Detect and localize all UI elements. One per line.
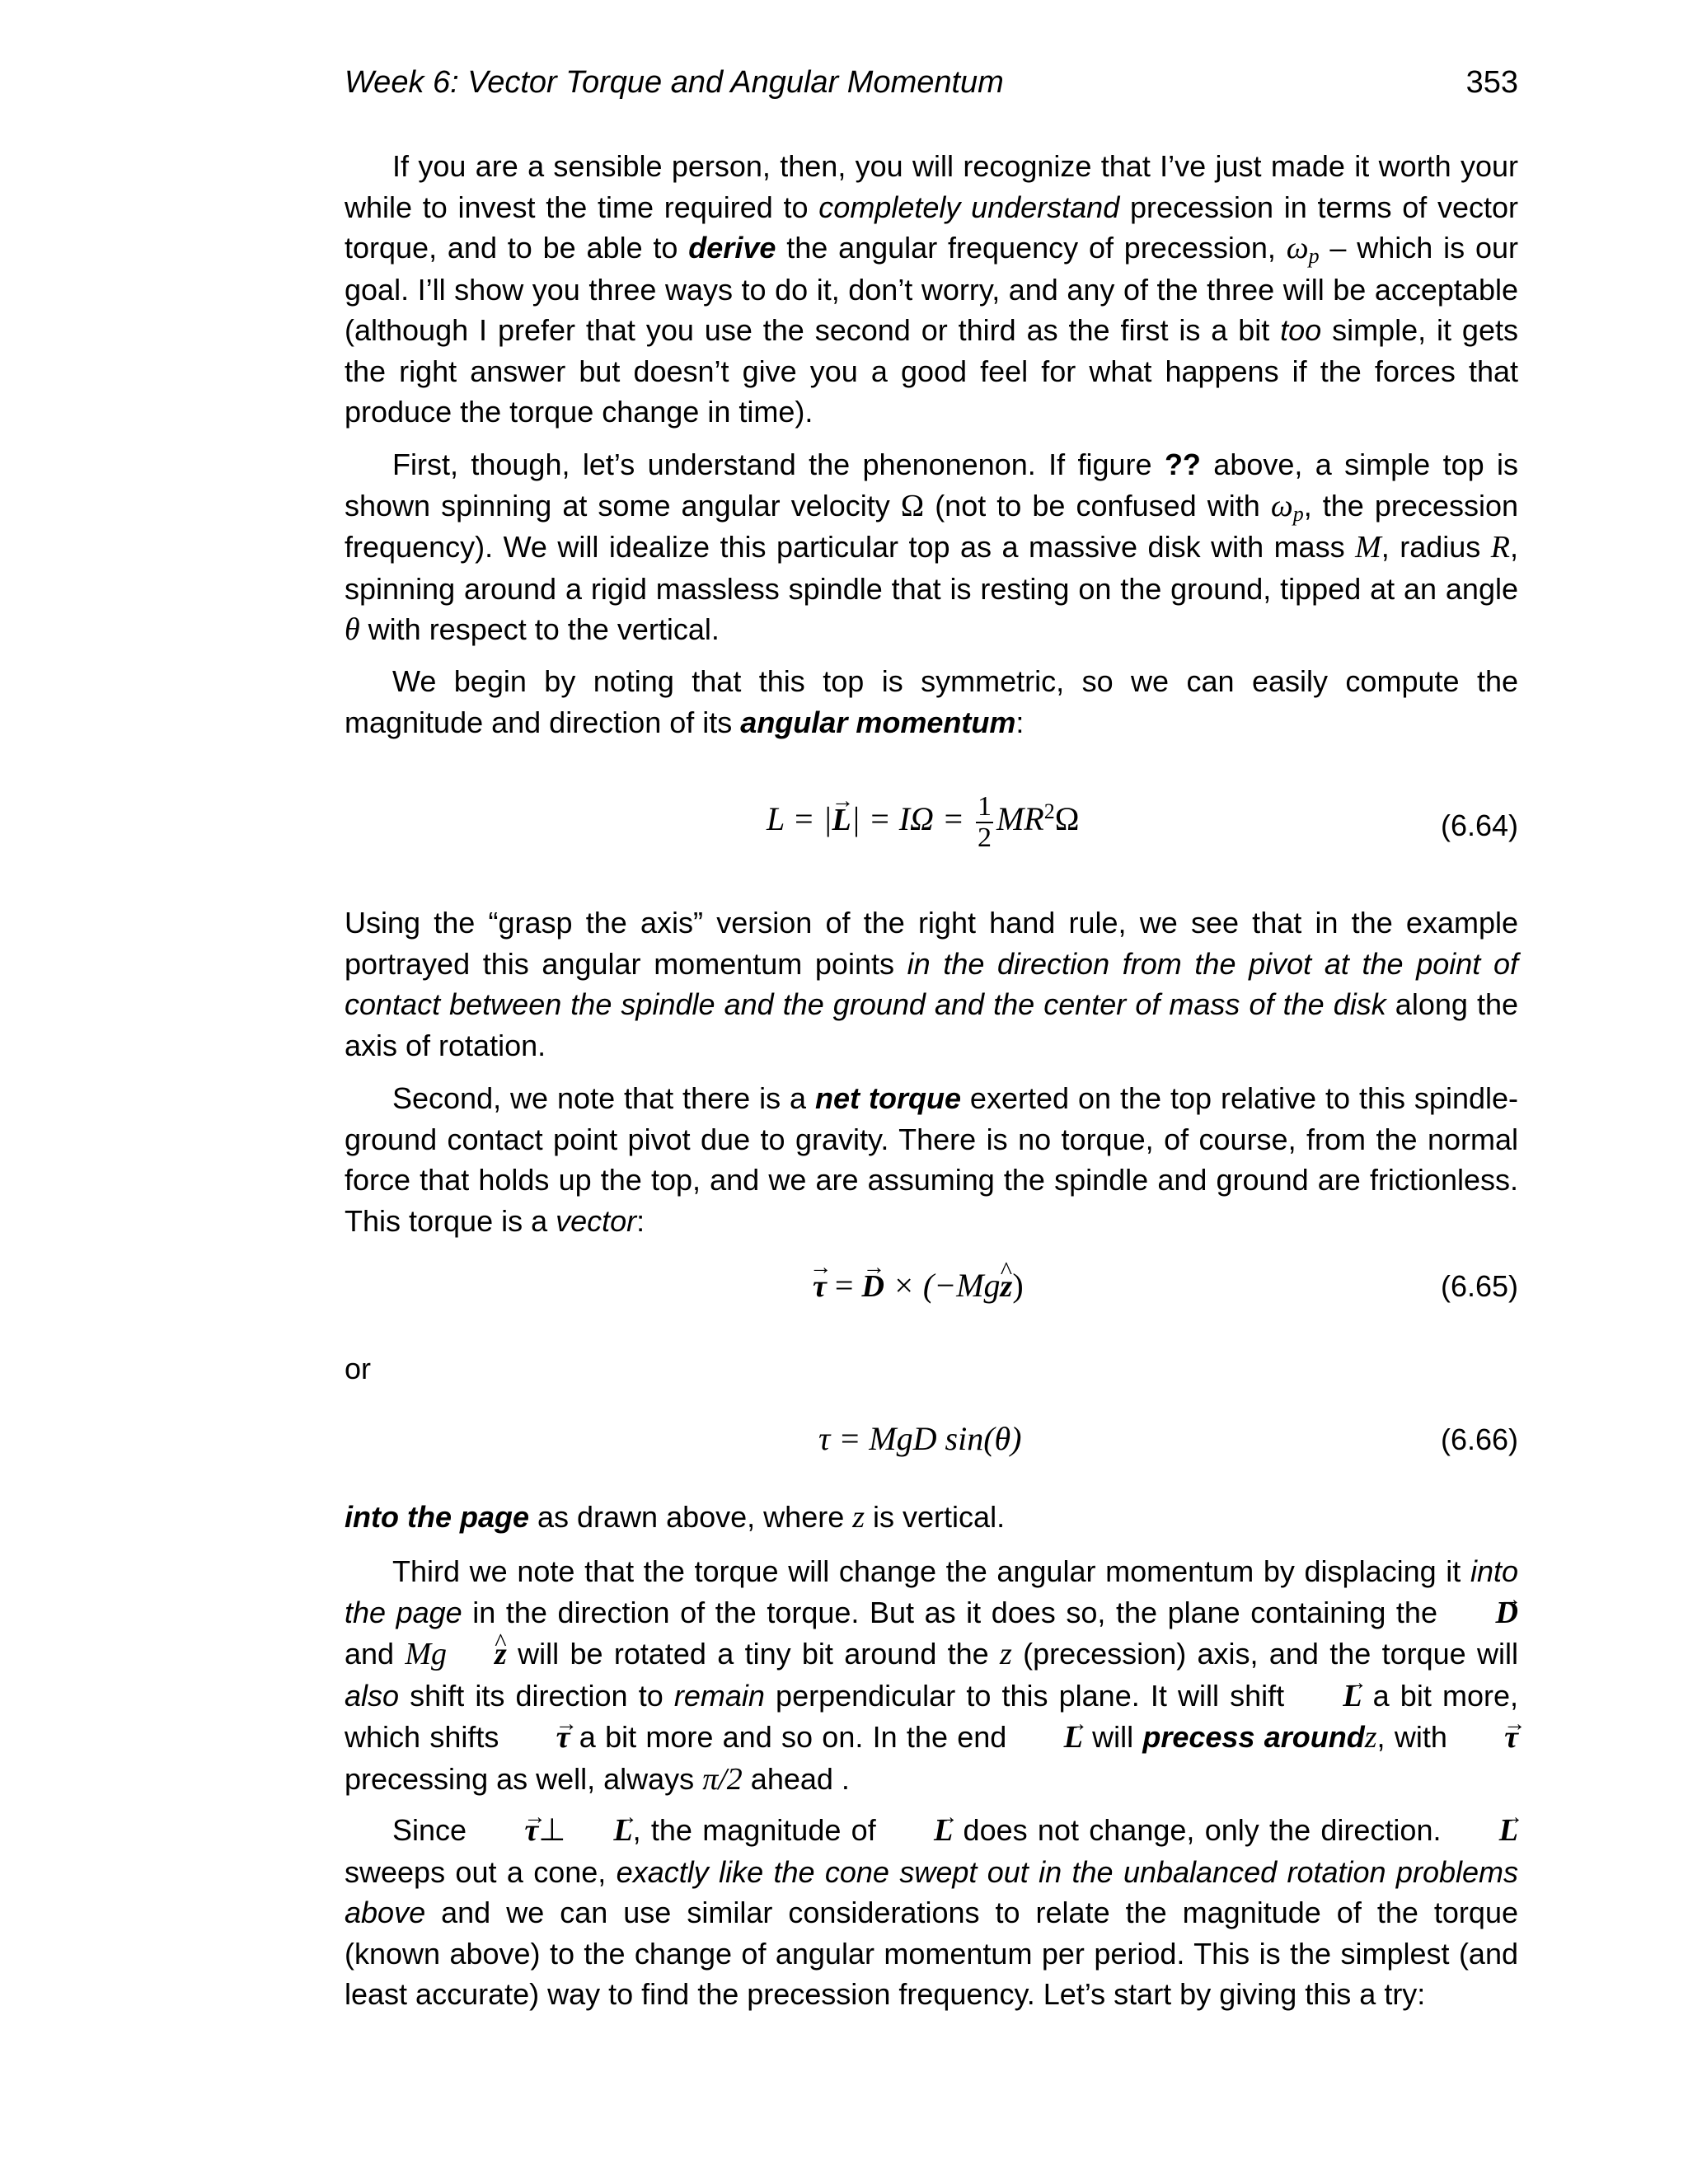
paragraph-right-hand-rule: Using the “grasp the axis” version of the right hand rule, we see that in the example portrayed this angular momentum points in the direction from the pivot at the point of contact between the spindle and the ground and the center of mass of the disk along the axis of rotation. xyxy=(345,906,1518,1062)
page-header xyxy=(345,64,1518,101)
vector-L: → L xyxy=(832,802,851,838)
equation-6-65: → τ = → D × (−Mg^ z) (6.65) xyxy=(345,1261,1518,1310)
equation-6-64: L = |→ L| = IΩ = $\frac{1}{2}$ $MR^2\Omega$ (6.64) xyxy=(345,787,1518,861)
page-number: 353 xyxy=(1465,65,1518,100)
connector-or: or xyxy=(345,1352,372,1385)
paragraph-since: Since → τ⊥→ L, the magnitude of → L does not change, only the direction. → L sweeps out a cone, exactly like the cone swept out in the unbalanced rotation problems above and we can use similar considerations to relate the magnitude of the torque (known above) to the change of angular momentum per period. This is the simplest (and least accurate) way to find the precession frequency. Let’s start by giving this a try: xyxy=(345,1810,1518,2015)
equation-number: (6.65) xyxy=(1440,1269,1518,1303)
unit-z-hat: ^ z xyxy=(1001,1268,1013,1305)
vector-D: → D xyxy=(861,1268,884,1305)
figure-ref: ?? xyxy=(1164,448,1201,481)
paragraph-third: Third we note that the torque will change the angular momentum by displacing it into the page in the direction of the torque. But as it does so, the plane containing the → D and Mg^ z will be rotated a tiny bit around the z (precession) axis, and the torque will also shift its direction to remain perpendicular to this plane. It will shift → L a bit more, which shifts → τ a bit more and so on. In the end → L will precess aroundz, with → τ precessing as well, always π/2 ahead . xyxy=(345,1551,1518,1800)
equation-number: (6.64) xyxy=(1440,808,1518,842)
equation-number: (6.66) xyxy=(1440,1422,1518,1456)
fraction-one-half: $\frac{1}{2}$ xyxy=(977,791,992,853)
running-title: Week 6: Vector Torque and Angular Momentum xyxy=(345,65,1004,100)
paragraph-net-torque: Second, we note that there is a net torque exerted on the top relative to this spindle-ground contact point pivot due to gravity. There is no torque, of course, from the normal force that holds up the top, and we are assuming the spindle and ground are frictionless. This torque is a vector: xyxy=(345,1081,1518,1238)
paragraph-symmetric: We begin by noting that this top is symmetric, so we can easily compute the magnitude and direction of its angular momentum: xyxy=(345,664,1518,739)
paragraph-into-page: into the page as drawn above, where z is vertical. xyxy=(345,1500,1006,1535)
paragraph-intro: If you are a sensible person, then, you will recognize that I’ve just made it worth your while to invest the time required to completely understand precession in terms of vector torque, and to be able to derive the angular frequency of precession, $\omega_p$ – which is our goal. I’ll show you three ways to do it, don’t worry, and any of the three will be acceptable (although I prefer that you use the second or third as the first is a bit too simple, it gets the right answer but doesn’t give you a good feel for what happens if the forces that produce the torque change in time). xyxy=(345,149,1518,429)
equation-6-66: τ = MgD sin(θ) (6.66) xyxy=(818,1420,1518,1457)
paragraph-phenomenon: First, though, let’s understand the phenonenon. If figure ?? above, a simple top is shown spinning at some angular velocity Ω (not to be confused with $\omega_p$, the precession frequency). We will idealize this particular top as a massive disk with mass M, radius R, spinning around a rigid massless spindle that is resting on the ground, tipped at an angle θ with respect to the vertical. xyxy=(345,448,1518,647)
vector-tau: → τ xyxy=(813,1268,827,1305)
omega-p-symbol: $\omega_p$ xyxy=(1286,231,1320,268)
